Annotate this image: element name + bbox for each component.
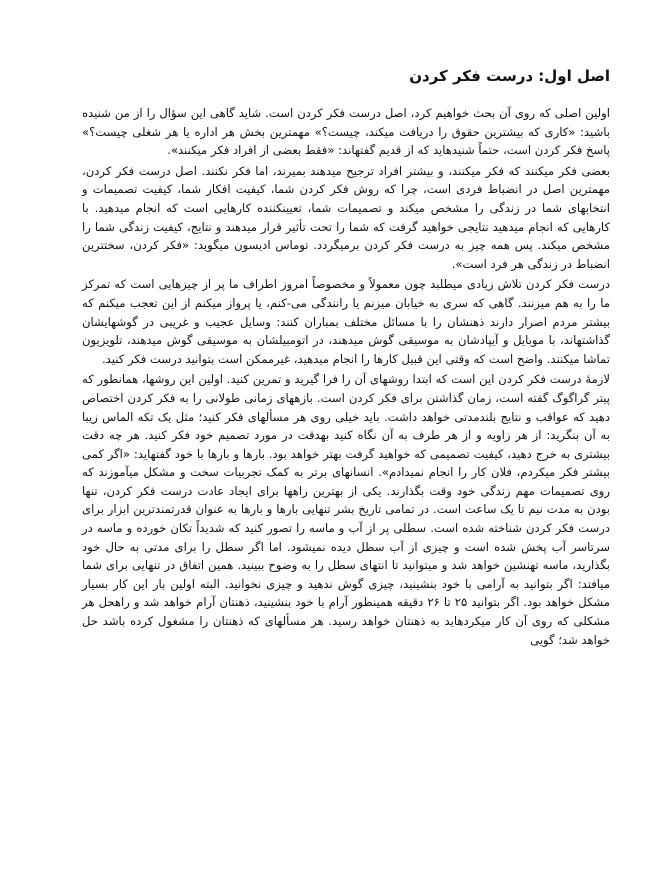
section-heading: اصل اول: درست فکر کردن (409, 67, 610, 85)
paragraph-3: درست فکر کردن تلاش زیادی میطلبد چون معمولاً و مخصوصاً امروز اطراف ما پر از چیزهایی است که تمرکز ما را به هم میزنند. گاهی که سری به خیابان میزنم یا رانندگی می-کنم، یا پرواز میکنم از این تعجب میکنم که بیشتر مردم اصرار دارند ذهنشان را با مسائل مختلف بمباران کنند: وسایل عجیب و غریبی در گوشهایشان گذاشتهاند، با موبایل و آیپادشان به موسیقی گوش میدهند، در اتومبیلشان به موسیقی گوش میدهند، تلویزیون تماشا میکنند. واضح است که وقتی این قبیل کارها را انجام میدهید، غیرممکن است بتوانید درست فکر کنید. (82, 277, 610, 366)
body-text (82, 104, 610, 649)
paragraph-1: اولین اصلی که روی آن بحث خواهیم کرد، اصل درست فکر کردن است. شاید گاهی این سؤال را از من شنیده باشید: «کاری که بیشترین حقوق را دریافت میکند، چیست؟» مهمترین بخش هر اداره یا هر شغلی چیست؟» پاسخ فکر کردن است، حتماً شنیدهاید که از قدیم گفتهاند: «فقط بعضی از افراد فکر میکنند». (82, 106, 610, 158)
paragraph-4: لازمۀ درست فکر کردن این است که ابتدا روشهای آن را فرا گیرید و تمرین کنید. اولین این روشها، همانطور که پیتر گراگوگ گفته است، زمان گذاشتن برای فکر کردن است. بازههای زمانی طولانی را به فکر کردن اختصاص دهید که عواقب و نتایج بلندمدتی خواهد داشت. باید خیلی روی هر مسألهای فکر کنید؛ مثل یک تکه الماس زیبا به آن بنگرید: از هر زاویه و از هر طرف به آن نگاه کنید بهدقت در مورد تصمیم خود فکر کنید. هر چه دقت بیشتری به خرج دهید، کیفیت تصمیمی که خواهید گرفت بهتر خواهد بود. بارها و بارها با خود گفتهاید: «اگر کمی بیشتر فکر میکردم، فلان کار را انجام نمیدادم». انسانهای برتر به کمک تجربیات سخت و مشکل میآموزند که روی تصمیمات مهم زندگی خود وقت بگذارند. یکی از بهترین راهها برای ایجاد عادت درست فکر کردن، تنها بودن به مدت نیم تا یک ساعت است. در تمامی تاریخ بشر تنهایی بارها و بارها به عنوان قدرتمندترین ابزار برای درست فکر کردن شناخته شده است. سطلی پر از آب و ماسه را تصور کنید که شدیداً تکان خورده و ماسه در سرتاسر آب پخش شده است و چیزی از آب سطل دیده نمیشود. اما اگر سطل را برای مدتی به حال خود بگذارید، ماسه تهنشین خواهد شد و میتوانید تا انتهای سطل را به وضوح ببینید. همین اتفاق در تنهایی برای شما میافتد: اگر بتوانید به آرامی با خود بنشینید، چیزی گوش ندهید و چیزی نخوانید. البته اولین بار این کار بسیار مشکل خواهد بود. اگر بتوانید ۲۵ تا ۲۶ دقیقه همینطور آرام با خود بنشینید، ذهنتان آرام خواهد شد و راهحل هر مشکلی که روی آن کار میکردهاید به ذهنتان خواهد رسید. هر مسألهای که ذهنتان را مشغول کرده باشد حل خواهد شد؛ گویی (82, 372, 610, 647)
paragraph-2: بعضی فکر میکنند که فکر میکنند، و بیشتر افراد ترجیح میدهند بمیرند، اما فکر نکنند. اصل درست فکر کردن، مهمترین اصل در انضباط فردی است، چرا که روش فکر کردن شما، کیفیت افکار شما، کیفیت تصمیمات و انتخابهای شما در زندگی را مشخص میکند و تصمیمات شما، تعیینکننده کارهایی است که انجام میدهید. با کارهایی که انجام میدهید نتایجی خواهید گرفت که شما را تحت تأثیر قرار میدهند و نتایج، کیفیت زندگی شما را مشخص میکند. پس همه چیز به درست فکر کردن برمیگردد. توماس ادیسون میگوید: «فکر کردن، سختترین انضباط در زندگی هر فرد است». (82, 163, 610, 271)
